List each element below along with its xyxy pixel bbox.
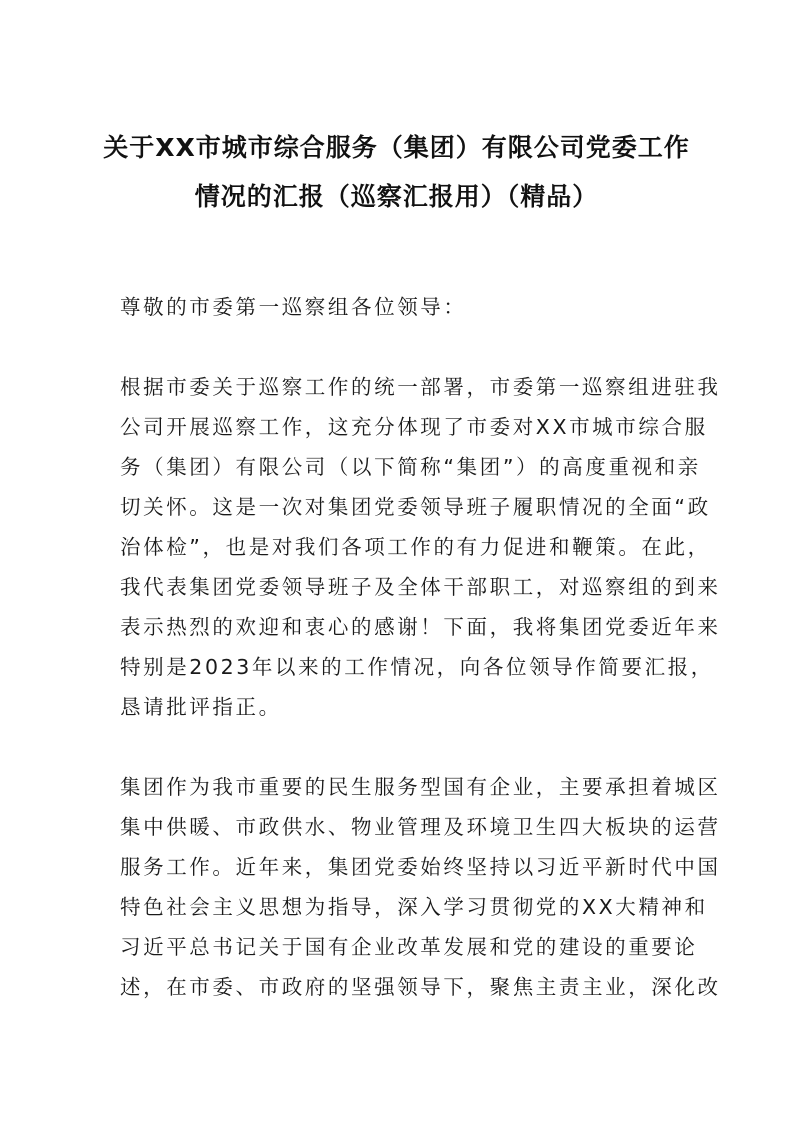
paragraph-1-line: 特别是2023年以来的工作情况，向各位领导作简要汇报，: [120, 655, 714, 679]
paragraph-1-line: 治体检”，也是对我们各项工作的有力促进和鞭策。在此，: [120, 535, 711, 559]
document-title-line-2: 情况的汇报（巡察汇报用）（精品）: [194, 182, 599, 211]
paragraph-1-line: 根据市委关于巡察工作的统一部署，市委第一巡察组进驻我: [120, 375, 721, 399]
paragraph-2-line: 服务工作。近年来，集团党委始终坚持以习近平新时代中国: [120, 855, 721, 879]
paragraph-2-line: 特色社会主义思想为指导，深入学习贯彻党的XX大精神和: [120, 895, 708, 919]
paragraph-1-line: 务（集团）有限公司（以下简称“集团”）的高度重视和亲: [120, 455, 701, 479]
paragraph-1-line: 公司开展巡察工作，这充分体现了市委对XX市城市综合服: [120, 415, 708, 439]
paragraph-1-line: 表示热烈的欢迎和衷心的感谢！下面，我将集团党委近年来: [120, 615, 721, 639]
paragraph-1-line: 我代表集团党委领导班子及全体干部职工，对巡察组的到来: [120, 575, 721, 599]
document-title-line-1: 关于XX市城市综合服务（集团）有限公司党委工作: [103, 133, 690, 162]
paragraph-2-line: 习近平总书记关于国有企业改革发展和党的建设的重要论: [120, 935, 698, 959]
paragraph-1-line: 恳请批评指正。: [120, 695, 282, 719]
paragraph-2-line: 集中供暖、市政供水、物业管理及环境卫生四大板块的运营: [120, 815, 721, 839]
paragraph-2-line: 述，在市委、市政府的坚强领导下，聚焦主责主业，深化改: [120, 975, 721, 999]
paragraph-2-line: 集团作为我市重要的民生服务型国有企业，主要承担着城区: [120, 775, 721, 799]
paragraph-1-line: 切关怀。这是一次对集团党委领导班子履职情况的全面“政: [120, 495, 711, 519]
salutation: 尊敬的市委第一巡察组各位领导：: [120, 295, 467, 319]
